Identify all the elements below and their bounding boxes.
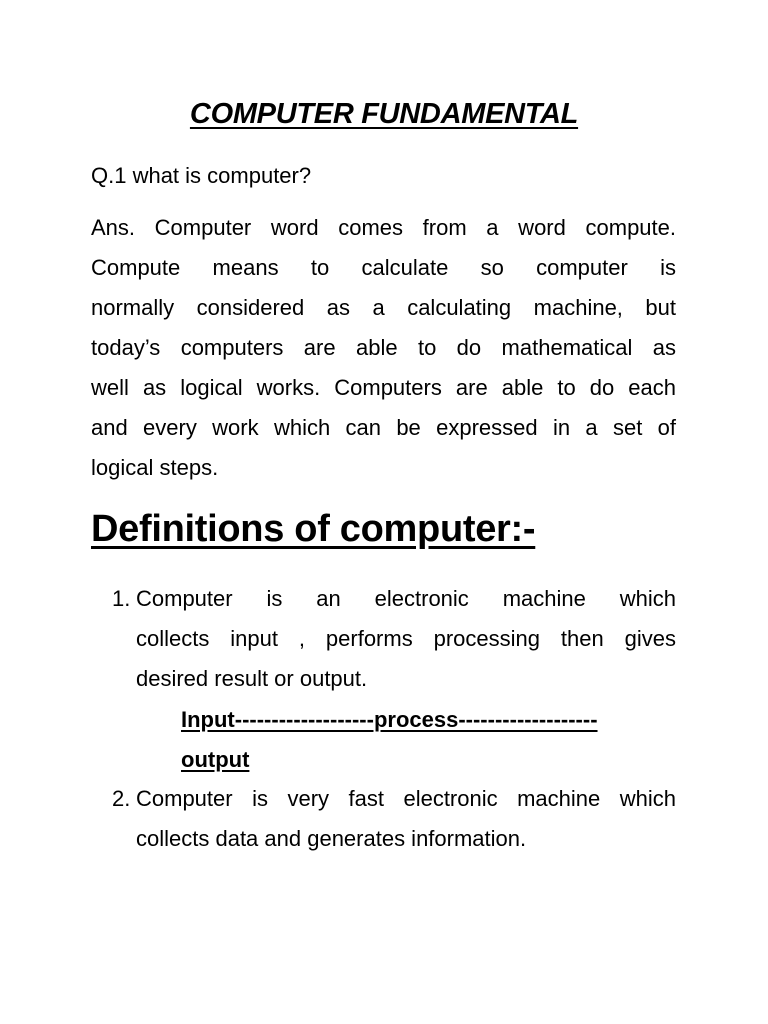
answer-line: Compute means to calculate so computer is (91, 255, 676, 280)
question-text: Q.1 what is computer? (91, 163, 312, 188)
definition-line: Computer is an electronic machine which (136, 586, 676, 611)
definition-text (136, 779, 676, 859)
definition-item (112, 579, 676, 699)
answer-line: well as logical works. Computers are able to do each (91, 375, 676, 400)
definition-line: collects input , performs processing then gives (136, 626, 676, 651)
definition-number: 2. (112, 786, 131, 811)
definition-line: Computer is very fast electronic machine which (136, 786, 676, 811)
definition-number: 1. (112, 586, 131, 611)
answer-line: today’s computers are able to do mathematical as (91, 335, 676, 360)
input-process-output-flow (181, 700, 671, 780)
answer-line: normally considered as a calculating machine, but (91, 295, 676, 320)
definition-line: collects data and generates information. (136, 826, 527, 851)
flow-line: output (181, 747, 250, 772)
flow-line: Input-------------------process------------------- (181, 707, 598, 732)
definition-item (112, 779, 676, 859)
answer-paragraph (91, 208, 676, 488)
document-title: COMPUTER FUNDAMENTAL (189, 98, 579, 130)
definition-line: desired result or output. (136, 666, 368, 691)
answer-line: logical steps. (91, 455, 219, 480)
definition-text (136, 579, 676, 699)
definitions-heading: Definitions of computer:- (91, 508, 536, 550)
answer-line: and every work which can be expressed in a set of (91, 415, 676, 440)
answer-line: Ans. Computer word comes from a word compute. (91, 215, 676, 240)
